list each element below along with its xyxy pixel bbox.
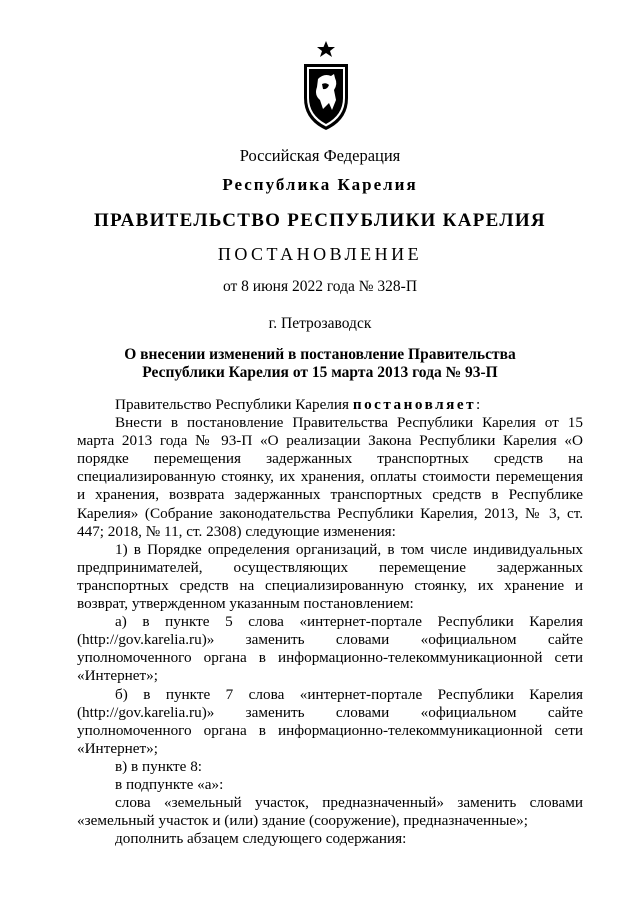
document-city: г. Петрозаводск [268, 315, 372, 332]
body-paragraph: в) в пункте 8: [115, 757, 203, 775]
decree-word: постановляет [352, 396, 477, 413]
body-paragraph: слова «земельный участок, предназначенный» заменить словами «земельный участок и (или) здание (сооружение), предназначенные»; [77, 794, 583, 830]
document-body [77, 396, 583, 848]
coat-of-arms-icon [302, 40, 350, 132]
preamble-colon: : [476, 396, 481, 413]
authority-name: ПРАВИТЕЛЬСТВО РЕСПУБЛИКИ КАРЕЛИЯ [94, 210, 546, 231]
title-line-1: О внесении изменений в постановление Правительства [124, 346, 516, 363]
title-line-2: Республики Карелия от 15 марта 2013 года № 93-П [142, 364, 498, 381]
body-paragraph: б) в пункте 7 слова «интернет-портале Республики Карелия (http://gov.karelia.ru)» заменить словами «официальном сайте уполномоченного органа в информационно-телекоммуникационной сети «Интернет»; [77, 685, 583, 757]
preamble-text: Правительство Республики Карелия [115, 396, 353, 413]
document-date-number: от 8 июня 2022 года № 328-П [222, 278, 418, 295]
country-name: Российская Федерация [239, 146, 401, 165]
body-paragraph: дополнить абзацем следующего содержания: [115, 830, 407, 848]
body-paragraph: 1) в Порядке определения организаций, в том числе индивидуальных предпринимателей, осуществляющих перемещение задержанных транспортных средств на специализированную стоянку, их хранение и возврат, утвержденном указанным постановлением: [77, 540, 583, 613]
document-type: ПОСТАНОВЛЕНИЕ [217, 244, 423, 264]
body-paragraph: а) в пункте 5 слова «интернет-портале Республики Карелия (http://gov.karelia.ru)» заменить словами «официальном сайте уполномоченного органа в информационно-телекоммуникационной сети «Интернет»; [77, 613, 583, 685]
body-paragraph: в подпункте «а»: [115, 775, 224, 793]
document-title [0, 346, 640, 382]
preamble-paragraph [77, 396, 583, 414]
republic-name: Республика Карелия [222, 175, 418, 194]
body-paragraph: Внести в постановление Правительства Республики Карелия от 15 марта 2013 года № 93-П «О реализации Закона Республики Карелия «О порядке перемещения задержанных транспортных средств на специализированную стоянку, их хранения, оплаты стоимости перемещения и хранения, возврата задержанных транспортных средств в Республике Карелия» (Собрание законодательства Республики Карелия, 2013, № 3, ст. 447; 2018, № 11, ст. 2308) следующие изменения: [77, 414, 583, 540]
